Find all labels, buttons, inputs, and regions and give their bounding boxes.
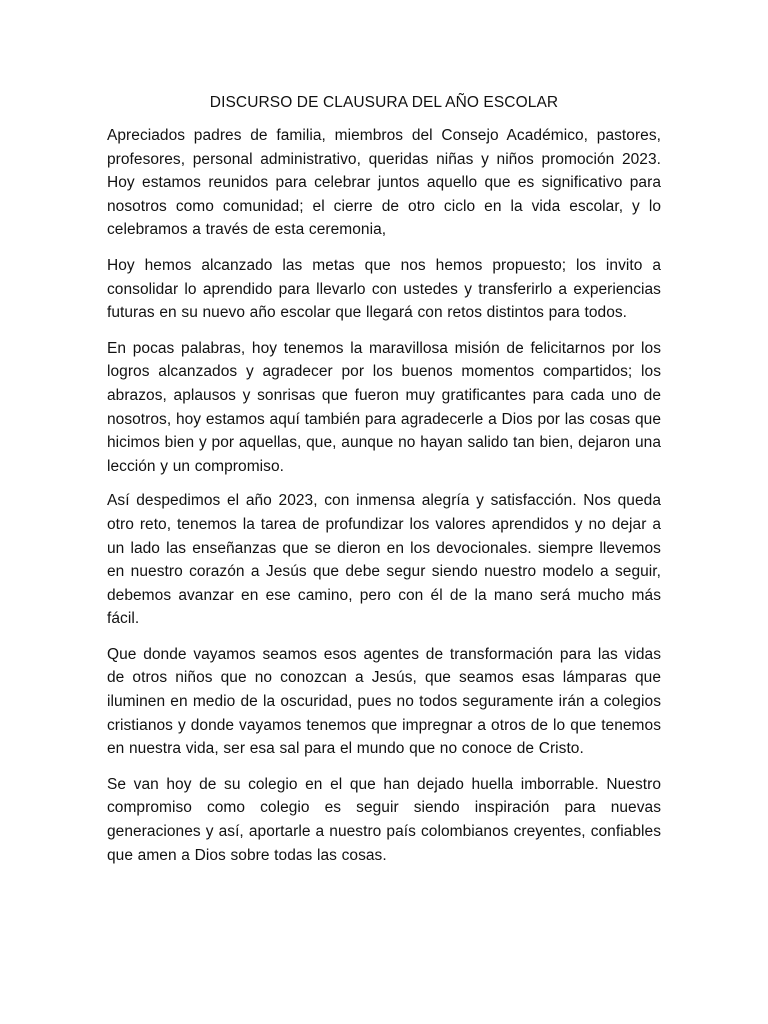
paragraph-commitment: Se van hoy de su colegio en el que han dejado huella imborrable. Nuestro compromiso como colegio es seguir siendo inspiración para nuevas generaciones y así, aportarle a nuestro país colombianos creyentes, confiables que amen a Dios sobre todas las cosas. (107, 775, 661, 864)
paragraph-greeting: Apreciados padres de familia, miembros del Consejo Académico, pastores, profesores, personal administrativo, queridas niñas y niños promoción 2023. Hoy estamos reunidos para celebrar juntos aquello que es significativo para nosotros como comunidad; el cierre de otro ciclo en la vida escolar, y lo celebramos a través de esta ceremonia, (107, 127, 661, 239)
document-title: DISCURSO DE CLAUSURA DEL AÑO ESCOLAR (209, 94, 559, 111)
document-body (107, 124, 661, 879)
paragraph-transformation: Que donde vayamos seamos esos agentes de transformación para las vidas de otros niños que no conozcan a Jesús, que seamos esas lámparas que iluminen en medio de la oscuridad, pues no todos seguramente irán a colegios cristianos y donde vayamos tenemos que impregnar a otros de lo que tenemos en nuestra vida, ser esa sal para el mundo que no conoce de Cristo. (107, 645, 661, 758)
paragraph-gratitude: En pocas palabras, hoy tenemos la maravillosa misión de felicitarnos por los logros alcanzados y agradecer por los buenos momentos compartidos; los abrazos, aplausos y sonrisas que fueron muy gratificantes para cada uno de nosotros, hoy estamos aquí también para agradecerle a Dios por las cosas que hicimos bien y por aquellas, que, aunque no hayan salido tan bien, dejaron una lección y un compromiso. (107, 339, 661, 475)
paragraph-goals: Hoy hemos alcanzado las metas que nos hemos propuesto; los invito a consolidar lo aprendido para llevarlo con ustedes y transferirlo a experiencias futuras en su nuevo año escolar que llegará con retos distintos para todos. (107, 256, 661, 322)
paragraph-farewell: Así despedimos el año 2023, con inmensa alegría y satisfacción. Nos queda otro reto, tenemos la tarea de profundizar los valores aprendidos y no dejar a un lado las enseñanzas que se dieron en los devocionales. siempre llevemos en nuestro corazón a Jesús que debe segur siendo nuestro modelo a seguir, debemos avanzar en ese camino, pero con él de la mano será mucho más fácil. (107, 492, 661, 628)
